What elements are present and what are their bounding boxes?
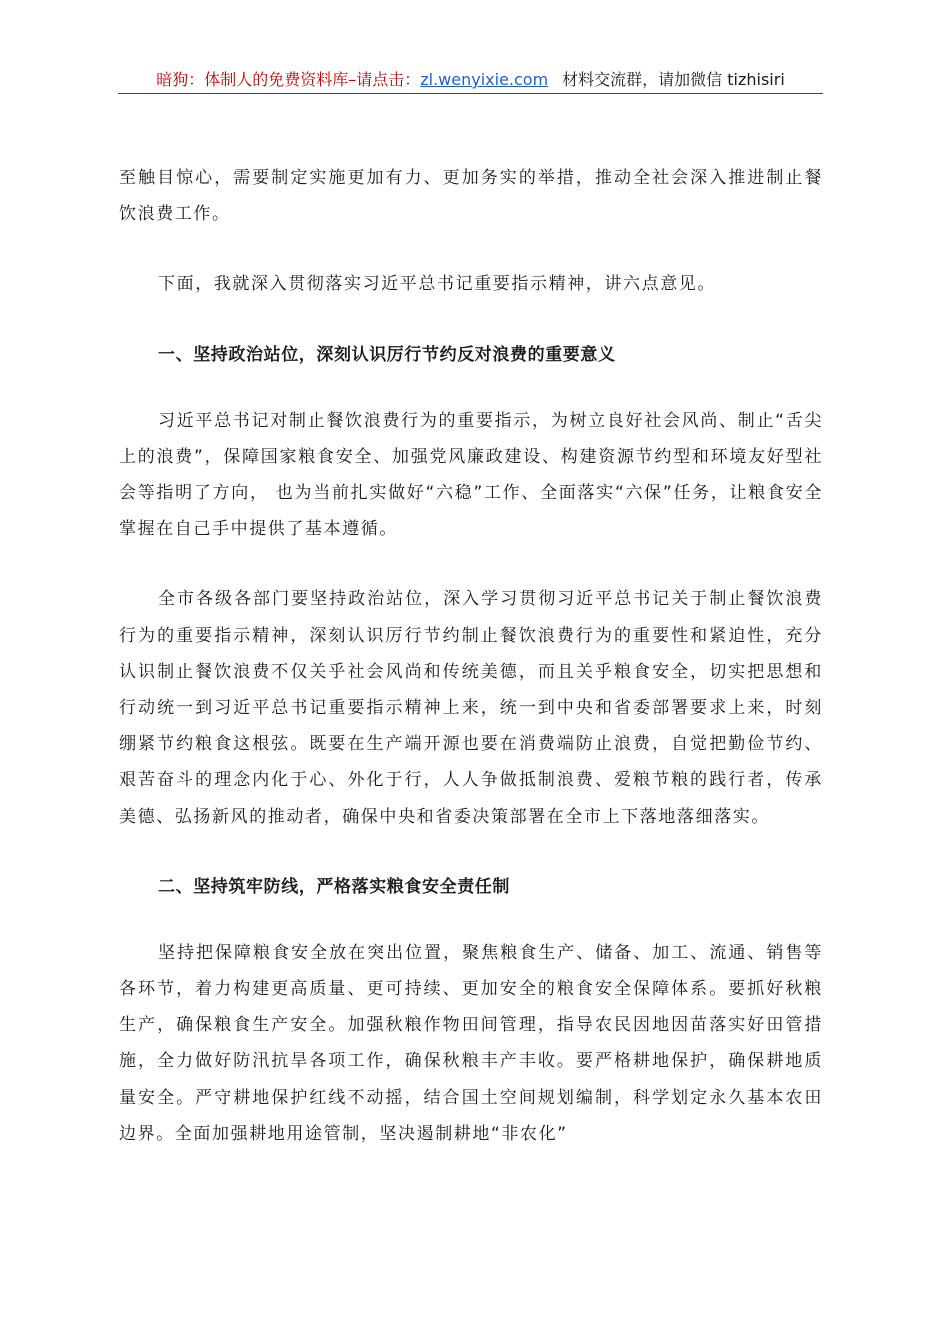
section-heading-1: 一、坚持政治站位，深刻认识厉行节约反对浪费的重要意义	[158, 344, 616, 365]
section-heading-2: 二、坚持筑牢防线，严格落实粮食安全责任制	[158, 876, 510, 897]
paragraph: 坚持把保障粮食安全放在突出位置，聚焦粮食生产、储备、加工、流通、销售等各环节，着力构建更高质量、更可持续、更加安全的粮食安全保障体系。要抓好秋粮生产，确保粮食生产安全。加强秋粮作物田间管理，指导农民因地因苗落实好田管措施，全力做好防汛抗旱各项工作，确保秋粮丰产丰收。要严格耕地保护，确保耕地质量安全。严守耕地保护红线不动摇，结合国土空间规划编制，科学划定永久基本农田边界。全面加强耕地用途管制，坚决遏制耕地“非农化”	[119, 942, 823, 1144]
paragraph-continued: 至触目惊心，需要制定实施更加有力、更加务实的举措，推动全社会深入推进制止餐饮浪费工作。	[119, 168, 823, 225]
header-link[interactable]: zl.wenyixie.com	[420, 70, 549, 89]
document-body	[119, 160, 823, 1186]
header-note: 材料交流群，请加微信 tizhisiri	[562, 70, 785, 89]
paragraph-intro: 下面，我就深入贯彻落实习近平总书记重要指示精神，讲六点意见。	[158, 274, 716, 295]
header-brand: 暗狗：体制人的免费资料库	[156, 70, 349, 89]
paragraph: 全市各级各部门要坚持政治站位，深入学习贯彻习近平总书记关于制止餐饮浪费行为的重要指示精神，深刻认识厉行节约制止餐饮浪费行为的重要性和紧迫性，充分认识制止餐饮浪费不仅关乎社会风尚和传统美德，而且关乎粮食安全，切实把思想和行动统一到习近平总书记重要指示精神上来，统一到中央和省委部署要求上来，时刻绷紧节约粮食这根弦。既要在生产端开源也要在消费端防止浪费，自觉把勤俭节约、艰苦奋斗的理念内化于心、外化于行，人人争做抵制浪费、爱粮节粮的践行者，传承美德、弘扬新风的推动者，确保中央和省委决策部署在全市上下落地落细落实。	[119, 589, 823, 827]
header-separator: –请点击：	[348, 70, 421, 89]
paragraph: 习近平总书记对制止餐饮浪费行为的重要指示，为树立良好社会风尚、制止“舌尖上的浪费”，保障国家粮食安全、加强党风廉政建设、构建资源节约型和环境友好型社会等指明了方向， 也为当前扎实做好“六稳”工作、全面落实“六保”任务，让粮食安全掌握在自己手中提供了基本遵循。	[119, 410, 823, 540]
header-divider	[118, 93, 823, 94]
page-header	[118, 68, 823, 92]
